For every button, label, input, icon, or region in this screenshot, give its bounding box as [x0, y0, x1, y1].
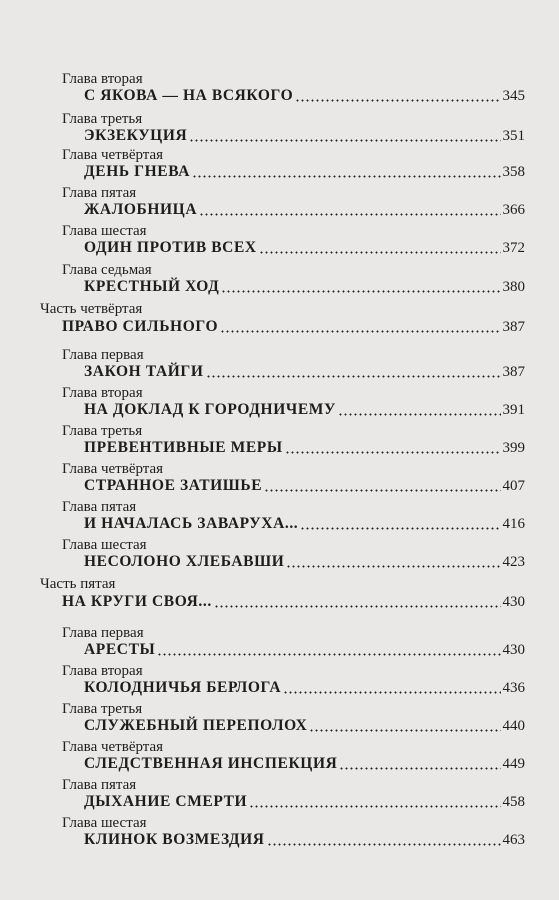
entry-line — [84, 640, 525, 660]
dot-leader — [249, 805, 500, 808]
entry-line — [84, 400, 525, 420]
page-number: 463 — [502, 832, 525, 848]
chapter-title: КЛИНОК ВОЗМЕЗДИЯ — [84, 831, 265, 848]
dot-leader — [300, 527, 500, 530]
chapter-label: Глава шестая — [62, 815, 147, 831]
entry-line — [62, 592, 525, 612]
entry-line — [84, 238, 525, 258]
dot-leader — [283, 691, 500, 694]
page-number: 391 — [502, 402, 525, 418]
entry-line — [84, 362, 525, 382]
chapter-label: Глава пятая — [62, 777, 137, 793]
dot-leader — [267, 843, 501, 846]
chapter-title: ДЫХАНИЕ СМЕРТИ — [84, 793, 248, 810]
chapter-label: Глава первая — [62, 625, 144, 641]
chapter-title: ЖАЛОБНИЦА — [84, 201, 198, 218]
chapter-label: Глава третья — [62, 111, 143, 127]
page-number: 351 — [502, 128, 525, 144]
chapter-label: Глава пятая — [62, 499, 137, 515]
chapter-title: СЛУЖЕБНЫЙ ПЕРЕПОЛОХ — [84, 717, 308, 734]
page-number: 366 — [502, 202, 525, 218]
chapter-title: НЕСОЛОНО ХЛЕБАВШИ — [84, 553, 285, 570]
chapter-label: Глава первая — [62, 347, 144, 363]
page-number: 380 — [502, 279, 525, 295]
entry-line — [84, 830, 525, 850]
chapter-title: С ЯКОВА — НА ВСЯКОГО — [84, 87, 294, 104]
chapter-title: ДЕНЬ ГНЕВА — [84, 163, 190, 180]
dot-leader — [285, 451, 501, 454]
chapter-label: Глава шестая — [62, 223, 147, 239]
chapter-label: Глава третья — [62, 423, 143, 439]
dot-leader — [214, 605, 501, 608]
page-number: 416 — [502, 516, 525, 532]
page-number: 449 — [502, 756, 525, 772]
entry-line — [84, 514, 525, 534]
dot-leader — [264, 489, 500, 492]
part-title: НА КРУГИ СВОЯ... — [62, 593, 212, 610]
page-number: 358 — [502, 164, 525, 180]
entry-line — [84, 792, 525, 812]
dot-leader — [192, 175, 501, 178]
chapter-title: СТРАННОЕ ЗАТИШЬЕ — [84, 477, 263, 494]
dot-leader — [338, 413, 501, 416]
page-number: 436 — [502, 680, 525, 696]
page-number: 407 — [502, 478, 525, 494]
dot-leader — [286, 565, 500, 568]
chapter-label: Глава шестая — [62, 537, 147, 553]
entry-line — [84, 86, 525, 106]
dot-leader — [220, 330, 500, 333]
entry-line — [84, 716, 525, 736]
page-number: 372 — [502, 240, 525, 256]
chapter-title: ЭКЗЕКУЦИЯ — [84, 127, 188, 144]
dot-leader — [309, 729, 500, 732]
entry-line — [84, 438, 525, 458]
chapter-title: ЗАКОН ТАЙГИ — [84, 363, 204, 380]
chapter-title: СЛЕДСТВЕННАЯ ИНСПЕКЦИЯ — [84, 755, 338, 772]
page-number: 430 — [502, 594, 525, 610]
page-number: 387 — [502, 364, 525, 380]
chapter-title: ОДИН ПРОТИВ ВСЕХ — [84, 239, 257, 256]
chapter-label: Глава третья — [62, 701, 143, 717]
entry-line — [84, 162, 525, 182]
dot-leader — [157, 653, 500, 656]
entry-line — [84, 476, 525, 496]
chapter-label: Глава пятая — [62, 185, 137, 201]
page-number: 458 — [502, 794, 525, 810]
chapter-title: И НАЧАЛАСЬ ЗАВАРУХА... — [84, 515, 299, 532]
entry-line — [84, 678, 525, 698]
dot-leader — [259, 251, 501, 254]
chapter-label: Глава седьмая — [62, 262, 152, 278]
chapter-label: Глава вторая — [62, 71, 143, 87]
part-title: ПРАВО СИЛЬНОГО — [62, 318, 219, 335]
dot-leader — [199, 213, 500, 216]
chapter-title: КОЛОДНИЧЬЯ БЕРЛОГА — [84, 679, 282, 696]
entry-line — [84, 754, 525, 774]
entry-line — [84, 126, 525, 146]
chapter-label: Глава четвёртая — [62, 461, 164, 477]
part-label: Часть четвёртая — [40, 301, 143, 317]
dot-leader — [295, 99, 500, 102]
page-number: 440 — [502, 718, 525, 734]
page-number: 345 — [502, 88, 525, 104]
page-number: 387 — [502, 319, 525, 335]
chapter-label: Глава вторая — [62, 663, 143, 679]
part-label: Часть пятая — [40, 576, 116, 592]
chapter-title: КРЕСТНЫЙ ХОД — [84, 278, 220, 295]
chapter-label: Глава четвёртая — [62, 147, 164, 163]
page-number: 399 — [502, 440, 525, 456]
dot-leader — [189, 139, 500, 142]
page-number: 423 — [502, 554, 525, 570]
dot-leader — [221, 290, 500, 293]
chapter-title: НА ДОКЛАД К ГОРОДНИЧЕМУ — [84, 401, 336, 418]
dot-leader — [206, 375, 501, 378]
chapter-label: Глава четвёртая — [62, 739, 164, 755]
entry-line — [84, 200, 525, 220]
entry-line — [84, 552, 525, 572]
dot-leader — [339, 767, 500, 770]
page-number: 430 — [502, 642, 525, 658]
chapter-label: Глава вторая — [62, 385, 143, 401]
entry-line — [62, 317, 525, 337]
chapter-title: АРЕСТЫ — [84, 641, 156, 658]
chapter-title: ПРЕВЕНТИВНЫЕ МЕРЫ — [84, 439, 283, 456]
entry-line — [84, 277, 525, 297]
